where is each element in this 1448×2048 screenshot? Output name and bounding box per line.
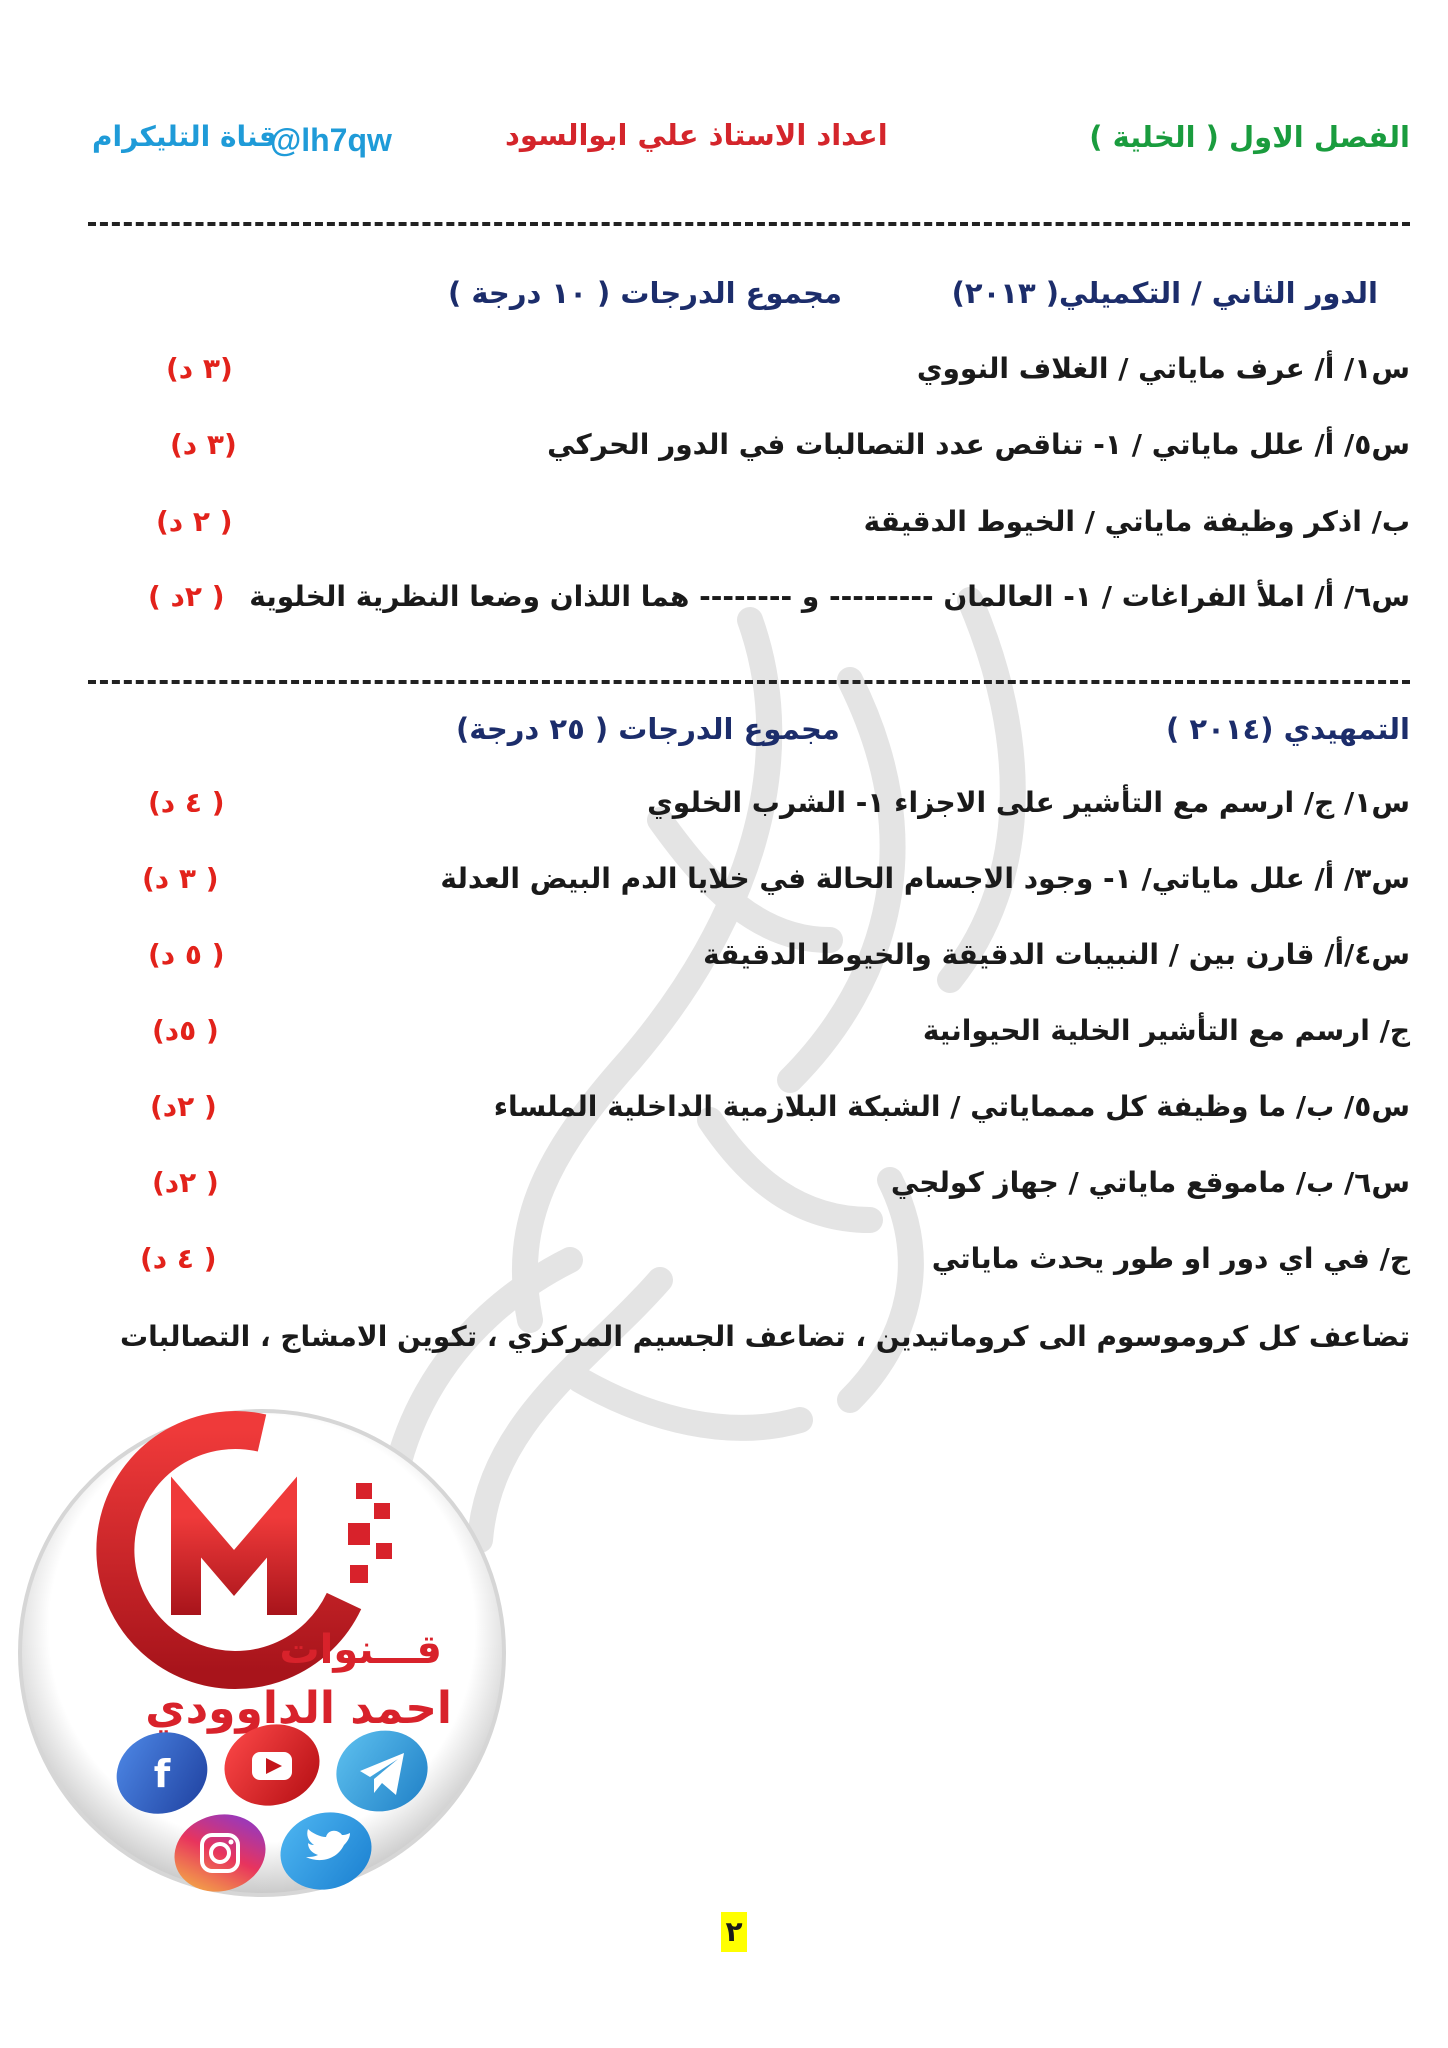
question-mark: ( ٤ د) [140, 1242, 217, 1275]
question-text: س٥/ أ/ علل ماياتي / ١- تناقص عدد التصالبات في الدور الحركي [547, 428, 1410, 461]
page-number: ٢ [721, 1912, 747, 1952]
question-text: س٦/ ب/ ماموقع ماياتي / جهاز كولجي [890, 1166, 1410, 1199]
question-mark: ( ٥د) [152, 1014, 219, 1047]
page-title: الفصل الاول ( الخلية ) [1089, 120, 1410, 154]
question-row [0, 1014, 1448, 1058]
question-row [0, 1166, 1448, 1210]
divider-top [88, 222, 1410, 226]
question-row [0, 862, 1448, 906]
question-mark: ( ٤ د) [148, 786, 225, 819]
question-row [0, 1090, 1448, 1134]
question-mark: ( ٢د) [152, 1166, 219, 1199]
question-row [0, 505, 1448, 549]
logo-line2: احمد الداوودي [145, 1683, 452, 1734]
author-credit: اعداد الاستاذ علي ابوالسود [505, 118, 888, 152]
question-text: س٦/ أ/ املأ الفراغات / ١- العالمان --------- و -------- هما اللذان وضعا النظرية الخلوية [249, 580, 1410, 613]
section-1-total: مجموع الدرجات ( ١٠ درجة ) [448, 276, 842, 310]
question-row [0, 428, 1448, 472]
question-text: س٥/ ب/ ما وظيفة كل ممماياتي / الشبكة البلازمية الداخلية الملساء [493, 1090, 1410, 1123]
question-mark: ( ٢د ) [148, 580, 225, 613]
question-row [0, 580, 1448, 624]
question-mark: (٣ د) [170, 428, 237, 461]
question-mark: ( ٣ د) [142, 862, 219, 895]
question-text: ج/ في اي دور او طور يحدث ماياتي [931, 1242, 1410, 1275]
question-mark: (٣ د) [166, 352, 233, 385]
question-mark: ( ٢ د) [156, 505, 233, 538]
channel-logo [14, 1405, 510, 1901]
section-1-title: الدور الثاني / التكميلي( ٢٠١٣) [951, 276, 1378, 310]
section-2-title: التمهيدي (٢٠١٤ ) [1166, 712, 1410, 746]
question-mark: ( ٢د) [150, 1090, 217, 1123]
question-text: ب/ اذكر وظيفة ماياتي / الخيوط الدقيقة [863, 505, 1410, 538]
question-text: س١/ أ/ عرف ماياتي / الغلاف النووي [916, 352, 1410, 385]
question-text: ج/ ارسم مع التأشير الخلية الحيوانية [922, 1014, 1410, 1047]
question-row [0, 938, 1448, 982]
telegram-handle: @lh7qw [270, 122, 392, 158]
question-text: س١/ ج/ ارسم مع التأشير على الاجزاء ١- الشرب الخلوي [647, 786, 1410, 819]
question-row [0, 786, 1448, 830]
section-2-total: مجموع الدرجات ( ٢٥ درجة) [456, 712, 840, 746]
divider-middle [88, 680, 1410, 684]
question-row [0, 352, 1448, 396]
question-text: س٣/ أ/ علل ماياتي/ ١- وجود الاجسام الحالة في خلايا الدم البيض العدلة [440, 862, 1410, 895]
question-mark: ( ٥ د) [148, 938, 225, 971]
question-text: س٤/أ/ قارن بين / النبيبات الدقيقة والخيوط الدقيقة [703, 938, 1410, 971]
svg-text:f: f [153, 1752, 171, 1796]
answer-line: تضاعف كل كروموسوم الى كروماتيدين ، تضاعف الجسيم المركزي ، تكوين الامشاج ، التصالبات [119, 1320, 1410, 1353]
logo-badge [14, 1405, 510, 1901]
channel-label: قناة التليكرام [92, 120, 277, 153]
logo-line1: قـــنوات [279, 1627, 442, 1673]
question-row [0, 1242, 1448, 1286]
